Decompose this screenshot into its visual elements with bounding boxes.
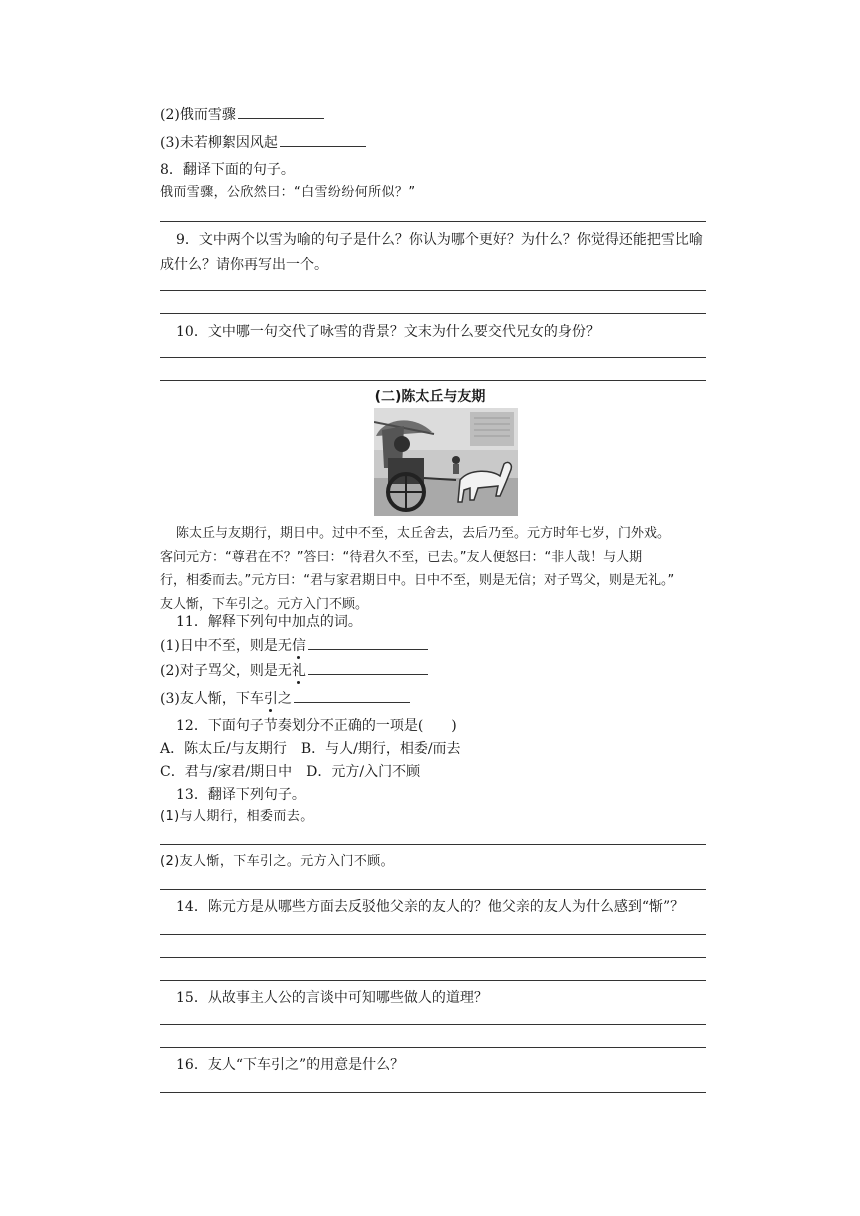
q14-prompt: 14．陈元方是从哪些方面去反驳他父亲的友人的？他父亲的友人为什么感到“惭”？ [176, 899, 685, 915]
answer-blank[interactable] [308, 635, 428, 650]
passage-line: 陈太丘与友期行，期日中。过中不至，太丘舍去，去后乃至。元方时年七岁，门外戏。 [176, 526, 671, 541]
answer-line[interactable] [160, 934, 706, 935]
q11-item-3 [160, 688, 410, 709]
q11-item-1 [160, 635, 428, 656]
q12-options-cd: C．君与/家君/期日中 D．元方/入门不顾 [160, 764, 421, 780]
q11-item-1-text: (1)日中不至，则是无 [160, 638, 292, 654]
dotted-character: 礼 [291, 663, 306, 679]
q12-prompt: 12．下面句子节奏划分不正确的一项是( ) [176, 718, 457, 734]
dotted-character: 引 [263, 691, 278, 707]
answer-line[interactable] [160, 957, 706, 958]
passage-line: 行，相委而去。”元方曰：“君与家君期日中。日中不至，则是无信；对子骂父，则是无礼。” [160, 573, 675, 588]
section-title: (二)陈太丘与友期 [374, 389, 486, 405]
answer-line[interactable] [160, 313, 706, 314]
q12-options-ab: A．陈太丘/与友期行 B．与人/期行，相委/而去 [160, 741, 461, 757]
q11-item-2 [160, 660, 428, 681]
q8-sentence: 俄而雪骤，公欣然曰：“白雪纷纷何所似？” [160, 185, 416, 200]
answer-line[interactable] [160, 290, 706, 291]
answer-blank[interactable] [308, 660, 428, 675]
q15-prompt: 15．从故事主人公的言谈中可知哪些做人的道理？ [176, 990, 488, 1006]
q9-prompt-line1: 9．文中两个以雪为喻的句子是什么？你认为哪个更好？为什么？你觉得还能把雪比喻 [176, 232, 703, 248]
q7-item-2-text: (2)俄而雪骤 [160, 107, 236, 123]
passage-line: 客问元方：“尊君在不？”答曰：“待君久不至，已去。”友人便怒曰：“非人哉！与人期 [160, 549, 643, 565]
q13-prompt: 13．翻译下列句子。 [176, 787, 306, 803]
passage [160, 522, 708, 616]
answer-line[interactable] [160, 889, 706, 890]
q13-item-1: (1)与人期行，相委而去。 [160, 809, 314, 824]
answer-blank[interactable] [238, 104, 324, 119]
answer-blank[interactable] [280, 132, 366, 147]
q11-item-3-tail: 之 [277, 691, 292, 707]
q7-item-3 [160, 132, 366, 153]
answer-line[interactable] [160, 357, 706, 358]
q9-prompt-line2: 成什么？请你再写出一个。 [160, 257, 328, 273]
q11-prompt: 11．解释下列句中加点的词。 [176, 614, 362, 630]
answer-line[interactable] [160, 1024, 706, 1025]
answer-line[interactable] [160, 980, 706, 981]
q11-item-2-text: (2)对子骂父，则是无 [160, 663, 292, 679]
passage-line: 友人惭，下车引之。元方入门不顾。 [160, 596, 369, 612]
q7-item-2 [160, 104, 324, 125]
chariot-illustration [374, 408, 518, 516]
q10-prompt: 10．文中哪一句交代了咏雪的背景？文末为什么要交代兄女的身份？ [176, 324, 600, 340]
answer-line[interactable] [160, 221, 706, 222]
q16-prompt: 16．友人“下车引之”的用意是什么？ [176, 1057, 405, 1073]
answer-blank[interactable] [294, 688, 410, 703]
answer-line[interactable] [160, 1092, 706, 1093]
q13-item-2: (2)友人惭，下车引之。元方入门不顾。 [160, 854, 395, 869]
q8-prompt: 8．翻译下面的句子。 [160, 162, 295, 178]
answer-line[interactable] [160, 1047, 706, 1048]
answer-line[interactable] [160, 380, 706, 381]
dotted-character: 信 [291, 638, 306, 654]
q11-item-3-text: (3)友人惭，下车 [160, 691, 264, 707]
answer-line[interactable] [160, 844, 706, 845]
q7-item-3-text: (3)未若柳絮因风起 [160, 135, 278, 151]
